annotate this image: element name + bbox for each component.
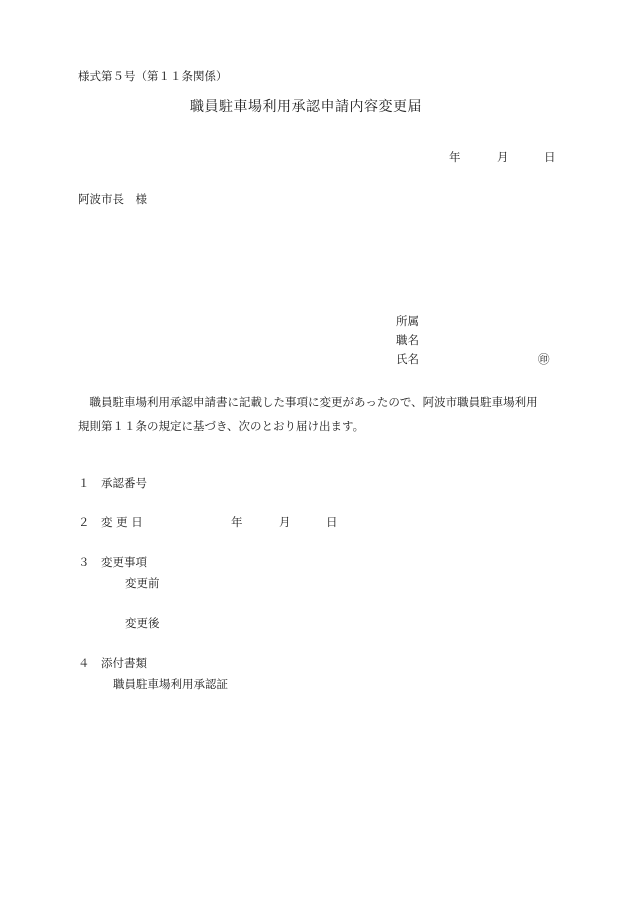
date-month-label: 月 [497, 150, 509, 164]
item-2-day-label: 日 [326, 515, 338, 529]
item-4-number: ４ [78, 656, 90, 670]
affiliation-label: 所属 [396, 314, 419, 328]
body-line-1: 職員駐車場利用承認申請書に記載した事項に変更があったので、阿波市職員駐車場利用 [78, 395, 538, 409]
item-2-number: ２ [78, 515, 90, 529]
body-paragraph [78, 390, 558, 438]
item-4-attachment: 職員駐車場利用承認証 [113, 677, 228, 691]
item-3-label: 変更事項 [101, 555, 147, 569]
item-1-number: １ [78, 476, 90, 490]
document-title: 職員駐車場利用承認申請内容変更届 [190, 99, 422, 115]
form-number: 様式第５号（第１１条関係） [78, 69, 228, 83]
item-4-label: 添付書類 [101, 656, 147, 670]
name-label: 氏名 [396, 352, 419, 366]
position-label: 職名 [396, 333, 419, 347]
date-year-label: 年 [449, 150, 461, 164]
date-day-label: 日 [544, 150, 556, 164]
item-2-label: 変 更 日 [101, 515, 143, 529]
item-3-number: ３ [78, 555, 90, 569]
item-1-label: 承認番号 [101, 476, 147, 490]
body-line-2: 規則第１１条の規定に基づき、次のとおり届け出ます。 [78, 419, 365, 433]
item-3-after-label: 変更後 [125, 616, 160, 630]
item-2-month-label: 月 [279, 515, 291, 529]
addressee: 阿波市長 様 [78, 192, 147, 206]
seal-mark: ㊞ [538, 352, 550, 366]
item-2-year-label: 年 [231, 515, 243, 529]
item-3-before-label: 変更前 [125, 576, 160, 590]
